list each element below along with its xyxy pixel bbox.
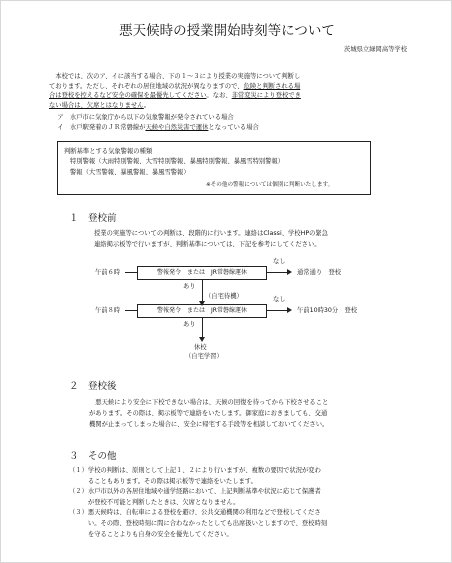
flow-no-label: なし	[273, 296, 286, 303]
connector	[267, 272, 287, 273]
flow-result-2: 午前10時30分 登校	[297, 307, 358, 314]
page-title: 悪天候時の授業開始時刻等について	[119, 23, 335, 39]
connector	[125, 272, 137, 273]
section-3-body: （１）学校の判断は、原則として上記１、２により行いますが、複数の要因で状況が変わ ることもあります。その際は掲示板等で連絡をいたします。 （２）水戸市以外の各居住地域や通学経路において、上記判断基準や状況に応じて保護者 が登校不可能と判断したときは、欠席となりません。 （３）悪天候時は、自転車による登校を避け、公共交通機関の利用などで登校してくださ い。その際、登校時刻に間に合わなかったとしても出席扱いとしますので、登校時刻 を守ることよりも自身の安全を優先してください。	[69, 467, 328, 538]
section-1-heading: １ 登校前	[69, 213, 117, 224]
intro-line: 本校では、次のア、イに該当する場合、下の１～３により授業の実施等について判断し	[49, 73, 301, 80]
criteria-note: ※その他の警報については個別に判断いたします。	[206, 182, 334, 188]
arrow-right-icon	[287, 307, 292, 313]
arrow-right-icon	[287, 269, 292, 275]
section-2-heading: ２ 登校後	[69, 381, 117, 392]
flow-closed-note: （自宅学習）	[185, 353, 223, 360]
connector	[202, 318, 203, 337]
arrow-down-icon	[199, 337, 205, 342]
flow-yes-label: あり	[183, 283, 196, 290]
intro-line: 合は登校を控えるなど安全の確保を最優先してください。なお、非常変災により登校でき	[49, 92, 301, 100]
criteria-box	[57, 141, 371, 195]
criteria-warning: 警報（大雪警報、暴風警報、暴風雪警報）	[70, 169, 190, 176]
school-name: 茨城県立緑岡高等学校	[344, 46, 407, 53]
intro-line: ない場合は、欠席とはなりません。	[49, 101, 151, 109]
flow-standby: （自宅待機）	[205, 293, 243, 300]
criteria-special: 特別警報（大雨特別警報、大雪特別警報、暴風特別警報、暴風雪特別警報）	[70, 158, 285, 165]
criteria-heading: 判断基準とする気象警報の種類	[64, 148, 153, 155]
flow-time-1: 午前６時	[95, 269, 121, 276]
section-3-heading: ３ その他	[69, 451, 117, 462]
flow-closed: 休校	[194, 344, 207, 351]
flow-time-2: 午前８時	[95, 307, 121, 314]
connector	[267, 310, 287, 311]
connector	[202, 280, 203, 301]
section-2-body: 悪天候により安全に下校できない場合は、天候の回復を待ってから下校させること があります。その際は、掲示板等で連絡をいたします。御家庭におきましても、交通 機関が止まってしまった場合に、安全に帰宅する手段等を相談しておいてください。	[89, 399, 329, 428]
case-a: ア 水戸市に気象庁から以下の気象警報が発令されている場合	[51, 114, 234, 121]
flow-condition-2: 警報発令 または JR常磐線運休	[137, 304, 267, 318]
section-1-body: 授業の実施等についての判断は、段階的に行います。連絡はClassi、学校HPの緊急 連絡掲示板等で行いますが、判断基準については、下記を参考にしてください。	[94, 230, 329, 248]
intro-paragraph	[49, 72, 404, 110]
flow-no-label: なし	[273, 258, 286, 265]
connector	[125, 310, 137, 311]
flow-result-1: 通常通り 登校	[297, 269, 342, 276]
case-list	[51, 113, 259, 133]
flow-condition-1: 警報発令 または JR常磐線運休	[137, 266, 267, 280]
flow-yes-label: あり	[183, 321, 196, 328]
case-b: イ 水戸駅発着のＪＲ常磐線が天候や自然災害で運休となっている場合	[51, 124, 259, 131]
intro-line: ております。ただし、それぞれの居住地域の状況が異なりますので、危険と判断される場	[49, 82, 301, 90]
